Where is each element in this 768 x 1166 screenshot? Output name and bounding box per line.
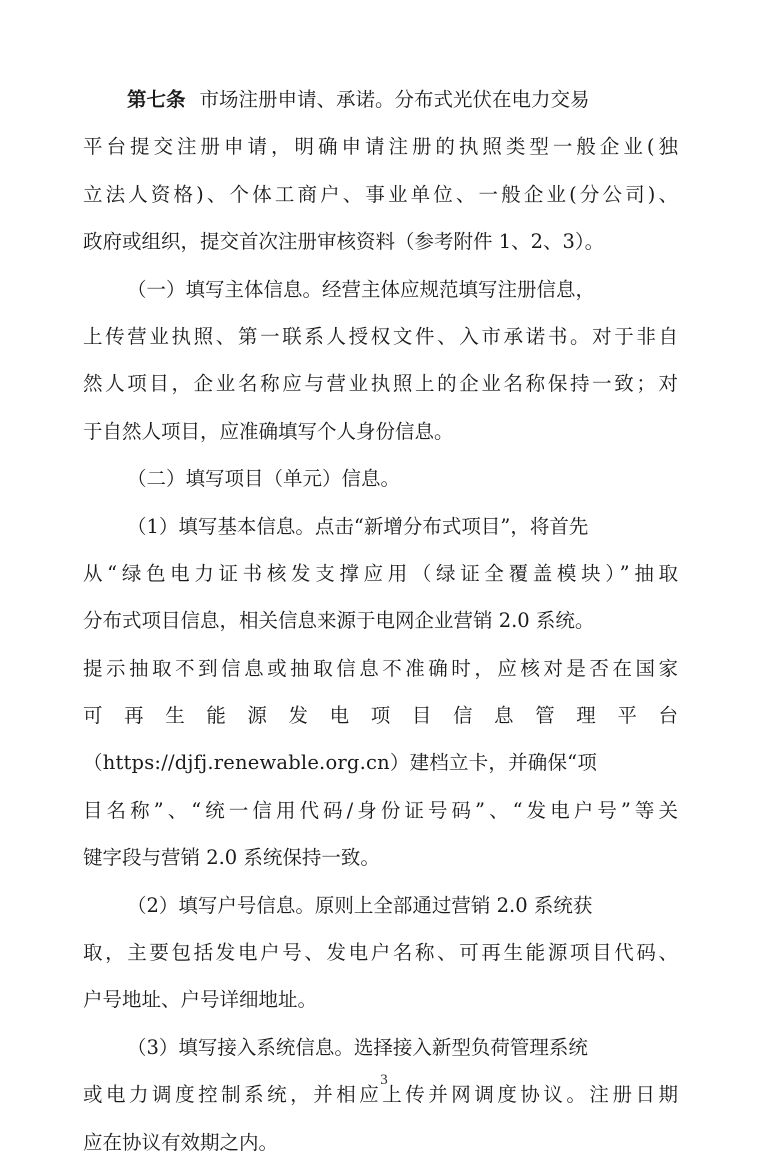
article-number: 第七条 xyxy=(127,88,186,111)
paragraph-line: 可再生能源发电项目信息管理平台 xyxy=(83,704,678,728)
paragraph-line: 从“绿色电力证书核发支撑应用（绿证全覆盖模块）”抽取 xyxy=(83,561,678,585)
paragraph-line: 上传营业执照、第一联系人授权文件、入市承诺书。对于非自 xyxy=(83,324,678,348)
section-heading: （二）填写项目（单元）信息。 xyxy=(127,467,401,491)
line-text: 市场注册申请、承诺。分布式光伏在电力交易 xyxy=(199,88,590,111)
paragraph-line: （一）填写主体信息。经营主体应规范填写注册信息， xyxy=(127,277,596,301)
paragraph-line: （1）填写基本信息。点击“新增分布式项目”，将首先 xyxy=(127,514,589,538)
paragraph-line: （2）填写户号信息。原则上全部通过营销 2.0 系统获 xyxy=(127,893,593,917)
page-number: 3 xyxy=(380,1072,388,1088)
paragraph-line-1 xyxy=(83,76,678,123)
paragraph-line: 平台提交注册申请，明确申请注册的执照类型一般企业(独 xyxy=(83,135,678,159)
paragraph-line: 然人项目，企业名称应与营业执照上的企业名称保持一致；对 xyxy=(83,372,678,396)
paragraph-line: 分布式项目信息，相关信息来源于电网企业营销 2.0 系统。 xyxy=(83,609,595,633)
paragraph-line: 或电力调度控制系统，并相应上传并网调度协议。注册日期 xyxy=(83,1083,678,1107)
paragraph-line: （3）填写接入系统信息。选择接入新型负荷管理系统 xyxy=(127,1035,588,1059)
paragraph-line: 提示抽取不到信息或抽取信息不准确时，应核对是否在国家 xyxy=(83,656,678,680)
paragraph-line: 键字段与营销 2.0 系统保持一致。 xyxy=(83,846,380,870)
article-body xyxy=(83,76,678,1166)
paragraph-line: 政府或组织，提交首次注册审核资料（参考附件 1、2、3）。 xyxy=(83,230,605,254)
paragraph-line: 于自然人项目，应准确填写个人身份信息。 xyxy=(83,419,454,443)
paragraph-line: （https://djfj.renewable.org.cn）建档立卡，并确保“项 xyxy=(83,751,598,775)
paragraph-line: 目名称”、“统一信用代码/身份证号码”、“发电户号”等关 xyxy=(83,798,678,822)
paragraph-line: 应在协议有效期之内。 xyxy=(83,1130,279,1154)
paragraph-line: 立法人资格)、个体工商户、事业单位、一般企业(分公司)、 xyxy=(83,182,678,206)
paragraph-line: 取，主要包括发电户号、发电户名称、可再生能源项目代码、 xyxy=(83,941,678,965)
paragraph-line: 户号地址、户号详细地址。 xyxy=(83,988,318,1012)
